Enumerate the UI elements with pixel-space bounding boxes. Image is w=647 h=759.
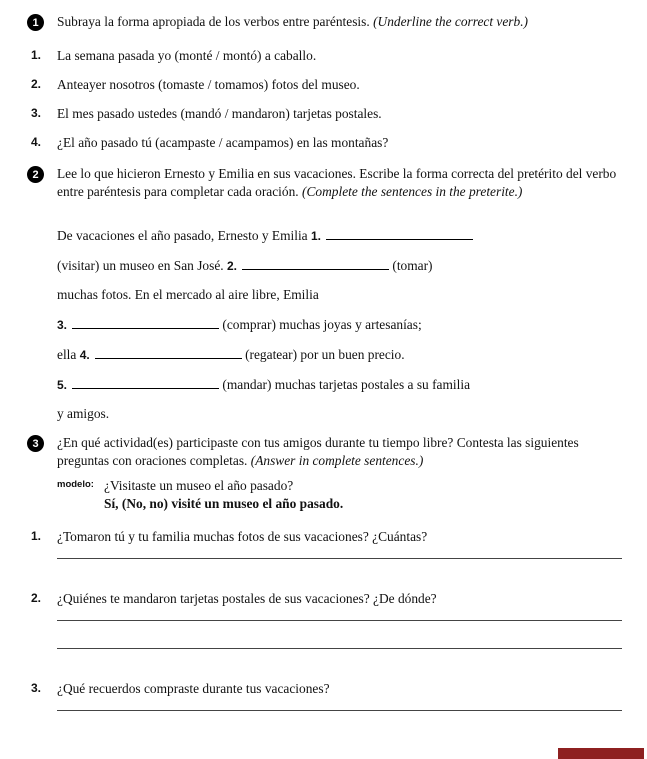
exercise-2 xyxy=(27,165,622,423)
modelo-example xyxy=(57,477,622,512)
line-text: ella xyxy=(57,347,77,362)
exercise-1-items xyxy=(27,47,622,151)
line-text: y amigos. xyxy=(57,406,110,421)
paragraph-line xyxy=(57,315,622,334)
line-text: De vacaciones el año pasado, Ernesto y Emilia xyxy=(57,228,308,243)
question-number: 1. xyxy=(30,529,41,543)
question-number: 3. xyxy=(30,681,41,695)
answer-line xyxy=(57,558,622,559)
fill-in-blank xyxy=(326,226,473,240)
blank-number: 1. xyxy=(310,229,321,243)
blank-number: 5. xyxy=(57,378,68,392)
blank-number: 4. xyxy=(79,348,90,362)
question-number: 2. xyxy=(30,591,41,605)
line-text: (tomar) xyxy=(392,258,433,273)
modelo-label: modelo: xyxy=(57,479,94,490)
question-row xyxy=(27,528,622,545)
fill-in-blank xyxy=(95,345,242,359)
modelo-body xyxy=(104,477,343,512)
fill-in-blank xyxy=(242,256,389,270)
paragraph-line xyxy=(57,345,622,364)
item-text: El mes pasado ustedes (mandó / mandaron) tarjetas postales. xyxy=(57,106,382,121)
paragraph-line xyxy=(57,226,622,245)
answer-line xyxy=(57,648,622,649)
blank-number: 3. xyxy=(57,318,68,332)
line-text: (mandar) muchas tarjetas postales a su familia xyxy=(222,377,471,392)
exercise-1-item xyxy=(27,105,622,122)
answer-line xyxy=(57,710,622,711)
exercise-3-header xyxy=(27,434,622,469)
paragraph-line xyxy=(57,405,622,423)
page-corner-tab xyxy=(558,748,644,759)
exercise-2-paragraph xyxy=(57,226,622,423)
exercise-3 xyxy=(27,434,622,711)
exercise-1-item xyxy=(27,76,622,93)
item-text: La semana pasada yo (monté / montó) a caballo. xyxy=(57,48,317,63)
answer-line xyxy=(57,620,622,621)
exercise-1-item xyxy=(27,47,622,64)
exercise-2-instructions-es: Lee lo que hicieron Ernesto y Emilia en sus vacaciones. Escribe la forma correcta del pretérito del verbo entre paréntesis para completar cada oración. xyxy=(57,166,617,199)
exercise-3-instructions xyxy=(57,434,622,469)
modelo-answer: Sí, (No, no) visité un museo el año pasado. xyxy=(104,495,344,511)
exercise-1-header xyxy=(27,13,622,31)
line-text: (comprar) muchas joyas y artesanías; xyxy=(222,317,422,332)
fill-in-blank xyxy=(72,315,219,329)
exercise-2-instructions xyxy=(57,165,622,200)
question-text: ¿Quiénes te mandaron tarjetas postales de sus vacaciones? ¿De dónde? xyxy=(57,591,437,606)
exercise-3-badge: 3 xyxy=(27,435,44,452)
paragraph-line xyxy=(57,286,622,304)
exercise-3-question xyxy=(27,680,622,711)
exercise-3-question xyxy=(27,590,622,649)
line-text: (visitar) un museo en San José. xyxy=(57,258,224,273)
exercise-1-instructions xyxy=(57,13,528,31)
line-text: muchas fotos. En el mercado al aire libre, Emilia xyxy=(57,287,319,302)
exercise-1-instructions-es: Subraya la forma apropiada de los verbos entre paréntesis. xyxy=(57,14,370,29)
question-row xyxy=(27,590,622,607)
item-number: 4. xyxy=(30,135,41,149)
line-text: (regatear) por un buen precio. xyxy=(245,347,405,362)
question-text: ¿Qué recuerdos compraste durante tus vacaciones? xyxy=(57,681,330,696)
item-number: 1. xyxy=(30,48,41,62)
question-text: ¿Tomaron tú y tu familia muchas fotos de sus vacaciones? ¿Cuántas? xyxy=(57,529,428,544)
item-number: 3. xyxy=(30,106,41,120)
fill-in-blank xyxy=(72,375,219,389)
modelo-question: ¿Visitaste un museo el año pasado? xyxy=(104,478,294,493)
exercise-3-instructions-en: (Answer in complete sentences.) xyxy=(250,452,424,468)
exercise-1-badge: 1 xyxy=(27,14,44,31)
exercise-1-instructions-en: (Underline the correct verb.) xyxy=(373,14,529,29)
exercise-3-instructions-es: ¿En qué actividad(es) participaste con tus amigos durante tu tiempo libre? Contesta las siguientes preguntas con oraciones completas. xyxy=(57,435,579,468)
paragraph-line xyxy=(57,375,622,394)
item-number: 2. xyxy=(30,77,41,91)
paragraph-line xyxy=(57,256,622,275)
blank-number: 2. xyxy=(226,259,237,273)
item-text: Anteayer nosotros (tomaste / tomamos) fotos del museo. xyxy=(57,77,360,92)
exercise-1-item xyxy=(27,134,622,151)
exercise-2-header xyxy=(27,165,622,200)
question-row xyxy=(27,680,622,697)
exercise-1 xyxy=(27,13,622,151)
exercise-2-badge: 2 xyxy=(27,166,44,183)
exercise-3-question xyxy=(27,528,622,559)
item-text: ¿El año pasado tú (acampaste / acampamos) en las montañas? xyxy=(57,135,389,150)
exercise-2-instructions-en: (Complete the sentences in the preterite.) xyxy=(302,183,523,199)
